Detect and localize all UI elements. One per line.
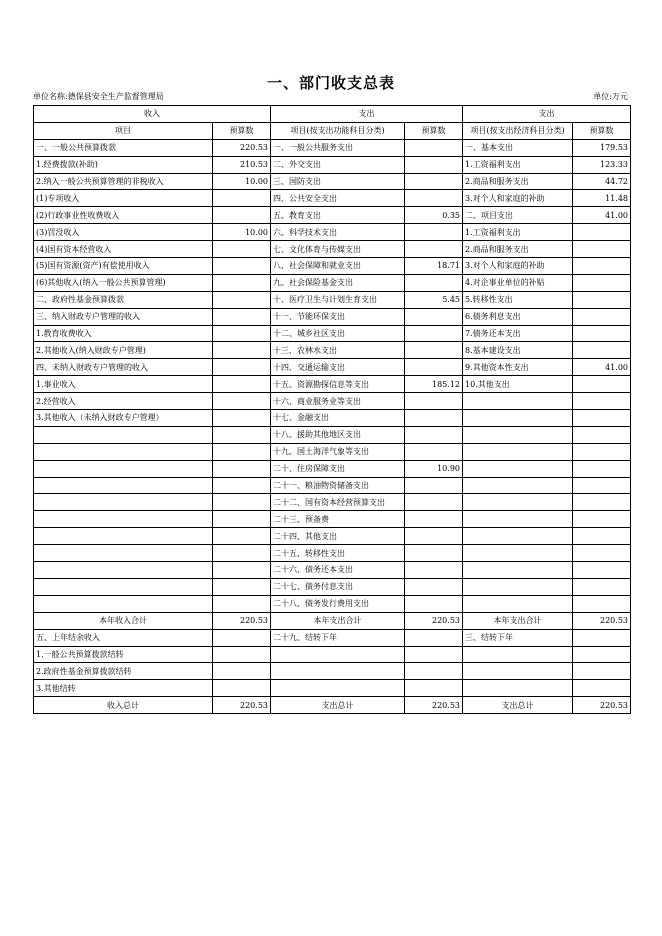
item-cell: 3.对个人和家庭的补助 xyxy=(463,258,573,275)
table-row xyxy=(34,646,631,663)
budget-cell: 220.53 xyxy=(573,697,631,714)
budget-cell: 220.53 xyxy=(573,612,631,629)
budget-cell xyxy=(573,680,631,697)
budget-cell: 11.48 xyxy=(573,190,631,207)
budget-cell xyxy=(405,528,463,545)
table-row xyxy=(34,393,631,410)
item-cell xyxy=(34,578,213,595)
budget-cell: 41.00 xyxy=(573,359,631,376)
item-cell: 四、未纳入财政专户管理的收入 xyxy=(34,359,213,376)
table-row xyxy=(34,156,631,173)
table-row xyxy=(34,680,631,697)
budget-cell xyxy=(213,258,271,275)
budget-cell xyxy=(573,663,631,680)
table-row xyxy=(34,528,631,545)
item-cell xyxy=(463,680,573,697)
item-cell: 二十七、债务付息支出 xyxy=(271,578,405,595)
table-row xyxy=(34,545,631,562)
budget-cell xyxy=(405,646,463,663)
table-row xyxy=(34,325,631,342)
col-budget-header: 预算数 xyxy=(573,122,631,139)
budget-cell xyxy=(405,342,463,359)
item-cell: 4.对企事业单位的补贴 xyxy=(463,274,573,291)
budget-cell: 0.35 xyxy=(405,207,463,224)
budget-cell xyxy=(573,258,631,275)
budget-cell: 44.72 xyxy=(573,173,631,190)
item-cell xyxy=(463,477,573,494)
budget-cell xyxy=(213,511,271,528)
budget-cell xyxy=(405,325,463,342)
budget-cell xyxy=(573,325,631,342)
budget-cell xyxy=(573,562,631,579)
budget-cell xyxy=(213,190,271,207)
item-cell: 十九、国土海洋气象等支出 xyxy=(271,443,405,460)
item-cell: 二十九、结转下年 xyxy=(271,629,405,646)
budget-cell xyxy=(213,393,271,410)
item-cell: 十三、农林水支出 xyxy=(271,342,405,359)
unit-name: 单位名称:德保县安全生产监督管理局 xyxy=(33,92,164,101)
table-row xyxy=(34,494,631,511)
budget-cell xyxy=(405,629,463,646)
table-row xyxy=(34,443,631,460)
header-row-columns xyxy=(34,122,631,139)
budget-cell xyxy=(213,562,271,579)
item-cell xyxy=(463,494,573,511)
table-row xyxy=(34,274,631,291)
table-row xyxy=(34,190,631,207)
budget-cell xyxy=(213,578,271,595)
table-row xyxy=(34,426,631,443)
item-cell: 二十五、转移性支出 xyxy=(271,545,405,562)
budget-cell: 179.53 xyxy=(573,139,631,156)
item-cell xyxy=(463,663,573,680)
item-cell: 收入总计 xyxy=(34,697,213,714)
col-budget-header: 预算数 xyxy=(405,122,463,139)
budget-cell xyxy=(213,207,271,224)
item-cell: 1.经费拨款(补助) xyxy=(34,156,213,173)
budget-cell xyxy=(405,545,463,562)
table-row xyxy=(34,562,631,579)
budget-cell xyxy=(405,562,463,579)
budget-cell xyxy=(405,359,463,376)
table-row xyxy=(34,376,631,393)
table-row xyxy=(34,578,631,595)
item-cell: 十二、城乡社区支出 xyxy=(271,325,405,342)
col-func-header: 项目(按支出功能科目分类) xyxy=(271,122,405,139)
item-cell: (2)行政事业性收费收入 xyxy=(34,207,213,224)
item-cell xyxy=(463,443,573,460)
budget-cell xyxy=(405,426,463,443)
table-row xyxy=(34,173,631,190)
item-cell: 十八、援助其他地区支出 xyxy=(271,426,405,443)
income-header: 收入 xyxy=(34,106,271,123)
item-cell: 2.经营收入 xyxy=(34,393,213,410)
item-cell: 二、政府性基金预算拨款 xyxy=(34,291,213,308)
budget-cell xyxy=(405,595,463,612)
item-cell xyxy=(34,443,213,460)
budget-cell xyxy=(213,494,271,511)
item-cell xyxy=(271,663,405,680)
col-budget-header: 预算数 xyxy=(213,122,271,139)
budget-cell xyxy=(405,494,463,511)
budget-cell xyxy=(573,443,631,460)
item-cell xyxy=(463,410,573,427)
item-cell: 2.纳入一般公共预算管理的非税收入 xyxy=(34,173,213,190)
budget-cell xyxy=(573,376,631,393)
item-cell: 二十三、预备费 xyxy=(271,511,405,528)
budget-cell xyxy=(213,291,271,308)
table-row xyxy=(34,139,631,156)
item-cell: 十六、商业服务业等支出 xyxy=(271,393,405,410)
budget-cell: 220.53 xyxy=(405,612,463,629)
item-cell: 支出总计 xyxy=(463,697,573,714)
col-econ-header: 项目(按支出经济科目分类) xyxy=(463,122,573,139)
budget-cell xyxy=(213,545,271,562)
table-row xyxy=(34,342,631,359)
budget-cell xyxy=(213,426,271,443)
item-cell xyxy=(34,528,213,545)
budget-cell xyxy=(405,241,463,258)
budget-cell: 41.00 xyxy=(573,207,631,224)
budget-cell xyxy=(213,359,271,376)
table-row xyxy=(34,612,631,629)
budget-cell xyxy=(213,680,271,697)
item-cell: 二十四、其他支出 xyxy=(271,528,405,545)
item-cell xyxy=(34,460,213,477)
item-cell xyxy=(463,646,573,663)
item-cell: (1)专项收入 xyxy=(34,190,213,207)
budget-cell: 210.53 xyxy=(213,156,271,173)
item-cell: 1.工资福利支出 xyxy=(463,156,573,173)
item-cell: 二十八、债务发行费用支出 xyxy=(271,595,405,612)
item-cell: 十一、节能环保支出 xyxy=(271,308,405,325)
budget-cell: 185.12 xyxy=(405,376,463,393)
budget-cell xyxy=(213,663,271,680)
item-cell: 三、国防支出 xyxy=(271,173,405,190)
item-cell xyxy=(271,680,405,697)
budget-cell xyxy=(573,241,631,258)
budget-cell: 220.53 xyxy=(213,139,271,156)
item-cell: 本年收入合计 xyxy=(34,612,213,629)
item-cell xyxy=(34,494,213,511)
budget-cell xyxy=(213,629,271,646)
item-cell: 二、外交支出 xyxy=(271,156,405,173)
budget-cell xyxy=(573,426,631,443)
item-cell: (6)其他收入(纳入一般公共预算管理) xyxy=(34,274,213,291)
item-cell: 二十六、债务还本支出 xyxy=(271,562,405,579)
item-cell: 8.基本建设支出 xyxy=(463,342,573,359)
item-cell xyxy=(34,511,213,528)
item-cell xyxy=(34,426,213,443)
item-cell: 2.商品和服务支出 xyxy=(463,241,573,258)
budget-cell xyxy=(213,241,271,258)
item-cell: 1.教育收费收入 xyxy=(34,325,213,342)
header-row-group xyxy=(34,106,631,123)
budget-cell xyxy=(573,511,631,528)
budget-cell: 10.00 xyxy=(213,173,271,190)
item-cell xyxy=(463,528,573,545)
table-row xyxy=(34,460,631,477)
budget-cell: 10.00 xyxy=(213,224,271,241)
item-cell: 一、一般公共服务支出 xyxy=(271,139,405,156)
item-cell: 十四、交通运输支出 xyxy=(271,359,405,376)
item-cell: (4)国有资本经营收入 xyxy=(34,241,213,258)
item-cell: 10.其他支出 xyxy=(463,376,573,393)
budget-cell xyxy=(213,308,271,325)
budget-cell xyxy=(213,595,271,612)
budget-cell xyxy=(405,578,463,595)
item-cell: 9.其他资本性支出 xyxy=(463,359,573,376)
item-cell: 五、教育支出 xyxy=(271,207,405,224)
item-cell: 2.商品和服务支出 xyxy=(463,173,573,190)
item-cell: 三、纳入财政专户管理的收入 xyxy=(34,308,213,325)
budget-cell xyxy=(573,528,631,545)
item-cell xyxy=(463,426,573,443)
item-cell: (3)罚没收入 xyxy=(34,224,213,241)
budget-cell xyxy=(573,460,631,477)
item-cell: 十、医疗卫生与计划生育支出 xyxy=(271,291,405,308)
item-cell: 3.其他收入（未纳入财政专户管理） xyxy=(34,410,213,427)
item-cell xyxy=(463,511,573,528)
expense-func-header: 支出 xyxy=(271,106,463,123)
budget-cell: 220.53 xyxy=(405,697,463,714)
item-cell: 2.其他收入(纳入财政专户管理) xyxy=(34,342,213,359)
budget-table xyxy=(33,105,631,714)
item-cell: 1.一般公共预算拨款结转 xyxy=(34,646,213,663)
item-cell: 7.债务还本支出 xyxy=(463,325,573,342)
item-cell xyxy=(271,646,405,663)
item-cell: 十五、资源勘探信息等支出 xyxy=(271,376,405,393)
expense-econ-header: 支出 xyxy=(463,106,631,123)
budget-cell xyxy=(573,393,631,410)
item-cell: 二十、住房保障支出 xyxy=(271,460,405,477)
budget-cell: 220.53 xyxy=(213,697,271,714)
table-row xyxy=(34,697,631,714)
budget-cell xyxy=(573,342,631,359)
item-cell: 一、基本支出 xyxy=(463,139,573,156)
budget-cell xyxy=(213,410,271,427)
budget-cell: 123.33 xyxy=(573,156,631,173)
budget-cell xyxy=(405,274,463,291)
budget-cell xyxy=(405,308,463,325)
item-cell xyxy=(34,562,213,579)
budget-cell xyxy=(573,646,631,663)
budget-cell xyxy=(405,393,463,410)
item-cell: 本年支出合计 xyxy=(271,612,405,629)
budget-cell: 5.45 xyxy=(405,291,463,308)
budget-cell xyxy=(213,274,271,291)
item-cell: 七、文化体育与传媒支出 xyxy=(271,241,405,258)
table-row xyxy=(34,595,631,612)
budget-cell xyxy=(405,680,463,697)
item-cell xyxy=(463,595,573,612)
item-cell: 一、一般公共预算拨款 xyxy=(34,139,213,156)
budget-cell xyxy=(405,410,463,427)
budget-cell xyxy=(213,460,271,477)
budget-cell xyxy=(573,291,631,308)
budget-cell xyxy=(213,376,271,393)
item-cell: 六、科学技术支出 xyxy=(271,224,405,241)
budget-cell xyxy=(405,224,463,241)
item-cell: 本年支出合计 xyxy=(463,612,573,629)
item-cell: 二十二、国有资本经营预算支出 xyxy=(271,494,405,511)
budget-cell xyxy=(573,578,631,595)
budget-cell xyxy=(405,511,463,528)
budget-cell xyxy=(573,477,631,494)
budget-cell xyxy=(405,173,463,190)
budget-cell xyxy=(405,190,463,207)
item-cell: 支出总计 xyxy=(271,697,405,714)
budget-cell xyxy=(573,308,631,325)
budget-cell xyxy=(573,545,631,562)
budget-cell xyxy=(573,629,631,646)
budget-cell xyxy=(405,663,463,680)
item-cell: 1.事业收入 xyxy=(34,376,213,393)
item-cell xyxy=(34,545,213,562)
item-cell xyxy=(463,578,573,595)
item-cell: 2.政府性基金预算拨款结转 xyxy=(34,663,213,680)
item-cell xyxy=(34,595,213,612)
budget-cell xyxy=(213,528,271,545)
table-row xyxy=(34,663,631,680)
table-row xyxy=(34,410,631,427)
item-cell: 二十一、粮油物资储备支出 xyxy=(271,477,405,494)
item-cell: 三、结转下年 xyxy=(463,629,573,646)
budget-cell xyxy=(213,342,271,359)
item-cell xyxy=(463,545,573,562)
budget-cell xyxy=(573,494,631,511)
budget-cell xyxy=(405,139,463,156)
table-row xyxy=(34,207,631,224)
item-cell: 五、上年结余收入 xyxy=(34,629,213,646)
table-row xyxy=(34,477,631,494)
table-row xyxy=(34,258,631,275)
table-row xyxy=(34,241,631,258)
col-item-header: 项目 xyxy=(34,122,213,139)
page-title: 一、部门收支总表 xyxy=(266,74,395,92)
item-cell: 1.工资福利支出 xyxy=(463,224,573,241)
budget-cell xyxy=(405,443,463,460)
budget-cell xyxy=(573,274,631,291)
item-cell: 十七、金融支出 xyxy=(271,410,405,427)
table-row xyxy=(34,629,631,646)
table-row xyxy=(34,511,631,528)
item-cell: 6.债务利息支出 xyxy=(463,308,573,325)
budget-cell xyxy=(213,477,271,494)
budget-cell xyxy=(405,477,463,494)
budget-cell xyxy=(573,224,631,241)
item-cell: 八、社会保障和就业支出 xyxy=(271,258,405,275)
table-row xyxy=(34,224,631,241)
budget-cell xyxy=(213,646,271,663)
budget-cell: 10.90 xyxy=(405,460,463,477)
item-cell xyxy=(34,477,213,494)
item-cell xyxy=(463,460,573,477)
unit-label: 单位:万元 xyxy=(593,92,628,101)
budget-cell: 220.53 xyxy=(213,612,271,629)
item-cell: 3.对个人和家庭的补助 xyxy=(463,190,573,207)
item-cell: (5)国有资源(资产)有偿使用收入 xyxy=(34,258,213,275)
budget-cell xyxy=(213,443,271,460)
budget-cell: 18.71 xyxy=(405,258,463,275)
item-cell: 5.转移性支出 xyxy=(463,291,573,308)
budget-cell xyxy=(213,325,271,342)
table-row xyxy=(34,308,631,325)
item-cell xyxy=(463,393,573,410)
item-cell: 九、社会保险基金支出 xyxy=(271,274,405,291)
budget-cell xyxy=(573,595,631,612)
item-cell: 3.其他结转 xyxy=(34,680,213,697)
table-row xyxy=(34,291,631,308)
item-cell: 四、公共安全支出 xyxy=(271,190,405,207)
budget-cell xyxy=(405,156,463,173)
item-cell: 二、项目支出 xyxy=(463,207,573,224)
budget-cell xyxy=(573,410,631,427)
item-cell xyxy=(463,562,573,579)
table-row xyxy=(34,359,631,376)
